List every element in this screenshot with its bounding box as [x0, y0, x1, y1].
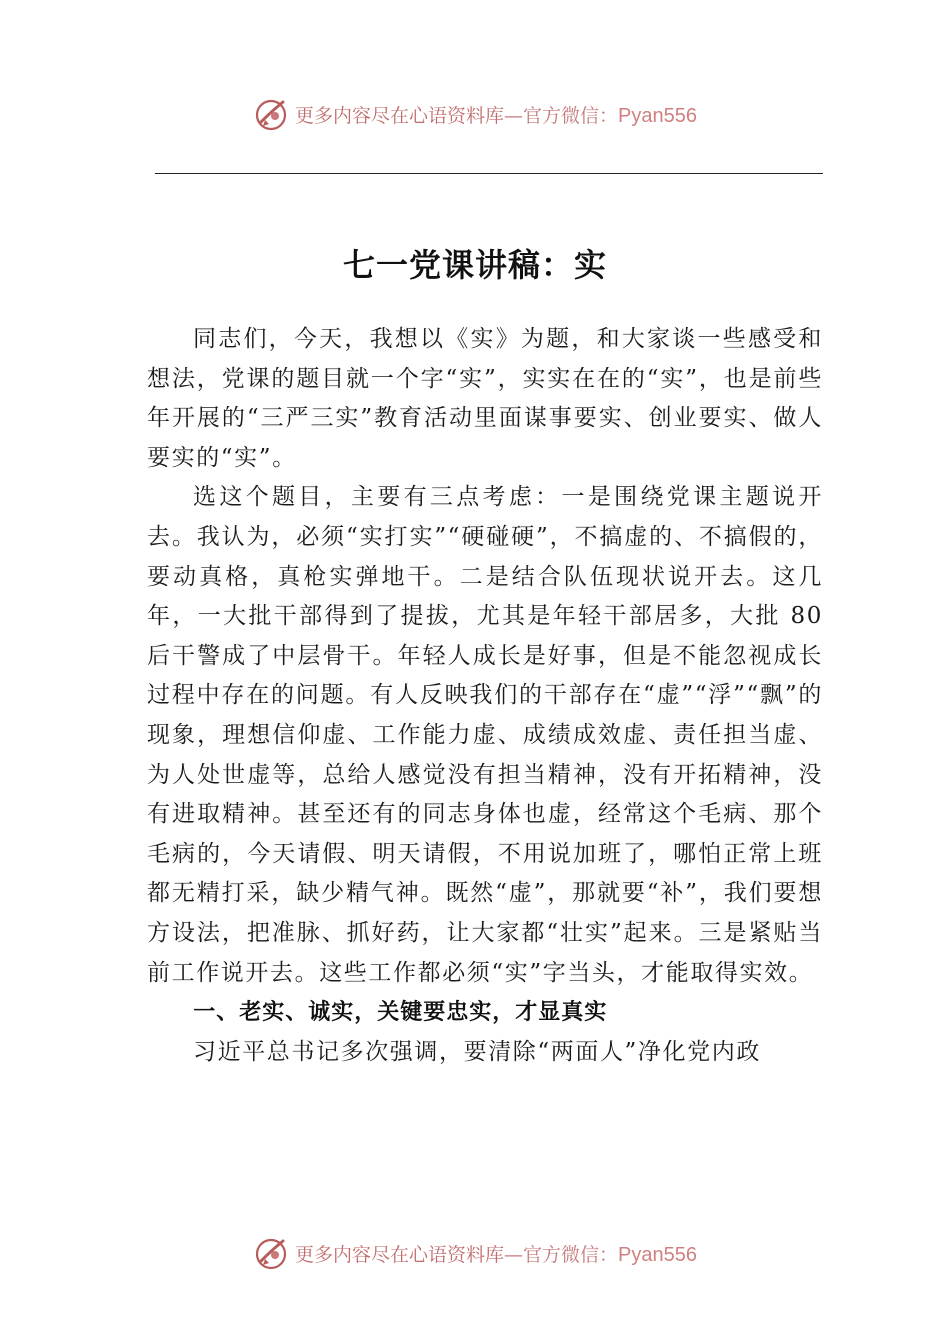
footer-watermark [0, 1231, 950, 1275]
pen-logo-icon [253, 96, 289, 132]
pen-logo-icon [253, 1235, 289, 1271]
header-watermark [0, 92, 950, 136]
paragraph: 同志们，今天，我想以《实》为题，和大家谈一些感受和想法，党课的题目就一个字“实”，实实在在的“实”，也是前些年开展的“三严三实”教育活动里面谋事要实、创业要实、做人要实的“实”。 [147, 326, 823, 471]
watermark-text: 更多内容尽在心语资料库—官方微信：Pyan556 [295, 104, 697, 127]
document-title: 七一党课讲稿：实 [342, 246, 607, 284]
section-heading: 一、老实、诚实，关键要忠实，才显真实 [193, 1000, 608, 1026]
watermark-text: 更多内容尽在心语资料库—官方微信：Pyan556 [295, 1243, 697, 1266]
document-body [147, 320, 823, 1072]
header-divider [155, 173, 823, 174]
paragraph: 选这个题目，主要有三点考虑：一是围绕党课主题说开去。我认为，必须“实打实”“硬碰硬”，不搞虚的、不搞假的，要动真格，真枪实弹地干。二是结合队伍现状说开去。这几年，一大批干部得到了提拔，尤其是年轻干部居多，大批 80 后干警成了中层骨干。年轻人成长是好事，但是不能忽视成长过程中存在的问题。有人反映我们的干部存在“虚”“浮”“飘”的现象，理想信仰虚、工作能力虚、成绩成效虚、责任担当虚、为人处世虚等，总给人感觉没有担当精神，没有开拓精神，没有进取精神。甚至还有的同志身体也虚，经常这个毛病、那个毛病的，今天请假、明天请假，不用说加班了，哪怕正常上班都无精打采，缺少精气神。既然“虚”，那就要“补”，我们要想方设法，把准脉、抓好药，让大家都“壮实”起来。三是紧贴当前工作说开去。这些工作都必须“实”字当头，才能取得实效。 [147, 484, 823, 986]
paragraph: 习近平总书记多次强调，要清除“两面人”净化党内政 [193, 1038, 761, 1065]
